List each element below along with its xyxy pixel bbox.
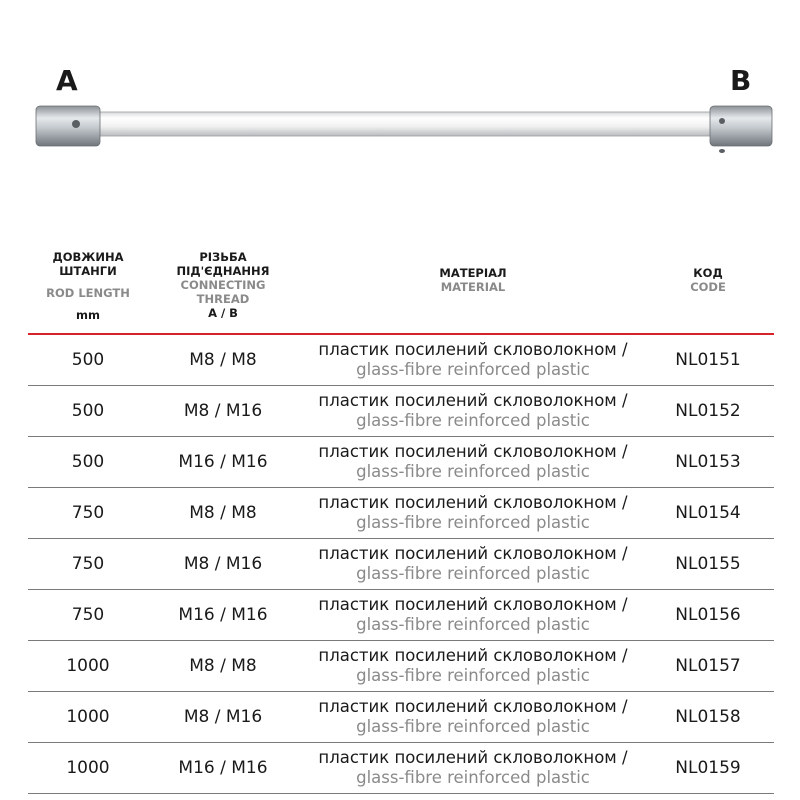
header-length-ua: ДОВЖИНА ШТАНГИ (52, 250, 124, 278)
header-thread-en: CONNECTING THREAD (180, 278, 266, 306)
cell-material (298, 386, 648, 436)
material-ua: пластик посилений скловолокном / (318, 748, 628, 767)
header-material (313, 266, 633, 294)
header-material-en: MATERIAL (440, 280, 506, 294)
cell-thread: M16 / M16 (178, 452, 268, 472)
cell-thread: M16 / M16 (178, 758, 268, 778)
material-en: glass-fibre reinforced plastic (356, 360, 590, 379)
cell-code: NL0159 (675, 758, 741, 778)
rod-illustration (0, 95, 800, 165)
cell-rod-length: 500 (71, 350, 105, 370)
table-row (28, 743, 774, 794)
header-thread-unit: A / B (208, 306, 238, 320)
table-row (28, 692, 774, 743)
cell-thread: M8 / M16 (183, 554, 263, 574)
cell-thread: M16 / M16 (178, 605, 268, 625)
cell-code: NL0151 (675, 350, 741, 370)
cell-code: NL0158 (675, 707, 741, 727)
table-row (28, 590, 774, 641)
cell-code: NL0154 (675, 503, 741, 523)
end-fitting-b (710, 106, 772, 153)
cell-material (298, 692, 648, 742)
cell-code: NL0157 (675, 656, 741, 676)
material-ua: пластик посилений скловолокном / (318, 697, 628, 716)
cell-code: NL0153 (675, 452, 741, 472)
header-code-en: CODE (690, 280, 726, 294)
cell-rod-length: 750 (71, 503, 105, 523)
cell-material (298, 437, 648, 487)
material-ua: пластик посилений скловолокном / (318, 493, 628, 512)
material-ua: пластик посилений скловолокном / (318, 595, 628, 614)
table-row (28, 437, 774, 488)
cell-material (298, 539, 648, 589)
material-en: glass-fibre reinforced plastic (356, 462, 590, 481)
table-row (28, 488, 774, 539)
material-en: glass-fibre reinforced plastic (356, 666, 590, 685)
material-ua: пластик посилений скловолокном / (318, 340, 628, 359)
cell-rod-length: 1000 (66, 656, 110, 676)
material-en: glass-fibre reinforced plastic (356, 564, 590, 583)
cell-thread: M8 / M16 (183, 401, 263, 421)
material-ua: пластик посилений скловолокном / (318, 646, 628, 665)
material-en: glass-fibre reinforced plastic (356, 411, 590, 430)
table-row (28, 641, 774, 692)
header-code-ua: КОД (693, 266, 723, 280)
cell-thread: M8 / M8 (189, 656, 257, 676)
cell-thread: M8 / M8 (189, 503, 257, 523)
header-code (648, 266, 768, 294)
end-label-a: A (56, 64, 78, 97)
cell-code: NL0156 (675, 605, 741, 625)
end-label-b: B (730, 64, 752, 97)
cell-thread: M8 / M16 (183, 707, 263, 727)
cell-material (298, 335, 648, 385)
cell-rod-length: 750 (71, 605, 105, 625)
product-table (28, 335, 774, 794)
cell-rod-length: 1000 (66, 707, 110, 727)
material-ua: пластик посилений скловолокном / (318, 442, 628, 461)
material-en: glass-fibre reinforced plastic (356, 768, 590, 787)
cell-code: NL0152 (675, 401, 741, 421)
cell-thread: M8 / M8 (189, 350, 257, 370)
cell-rod-length: 1000 (66, 758, 110, 778)
material-en: glass-fibre reinforced plastic (356, 615, 590, 634)
header-material-ua: МАТЕРІАЛ (439, 266, 507, 280)
material-ua: пластик посилений скловолокном / (318, 544, 628, 563)
cell-code: NL0155 (675, 554, 741, 574)
cell-material (298, 641, 648, 691)
table-row (28, 335, 774, 386)
cell-rod-length: 750 (71, 554, 105, 574)
rod-tube (95, 112, 720, 136)
table-row (28, 539, 774, 590)
cell-material (298, 488, 648, 538)
cell-rod-length: 500 (71, 401, 105, 421)
header-length-unit: mm (76, 308, 100, 322)
table-header (28, 240, 774, 332)
header-length-en: ROD LENGTH (46, 286, 130, 300)
cell-material (298, 743, 648, 793)
end-fitting-a (36, 106, 100, 146)
header-connecting-thread (158, 250, 288, 320)
material-en: glass-fibre reinforced plastic (356, 513, 590, 532)
table-row (28, 386, 774, 437)
cell-material (298, 590, 648, 640)
material-ua: пластик посилений скловолокном / (318, 391, 628, 410)
header-rod-length (28, 250, 148, 322)
cell-rod-length: 500 (71, 452, 105, 472)
header-thread-ua: РІЗЬБА ПІД'ЄДНАННЯ (176, 250, 270, 278)
material-en: glass-fibre reinforced plastic (356, 717, 590, 736)
